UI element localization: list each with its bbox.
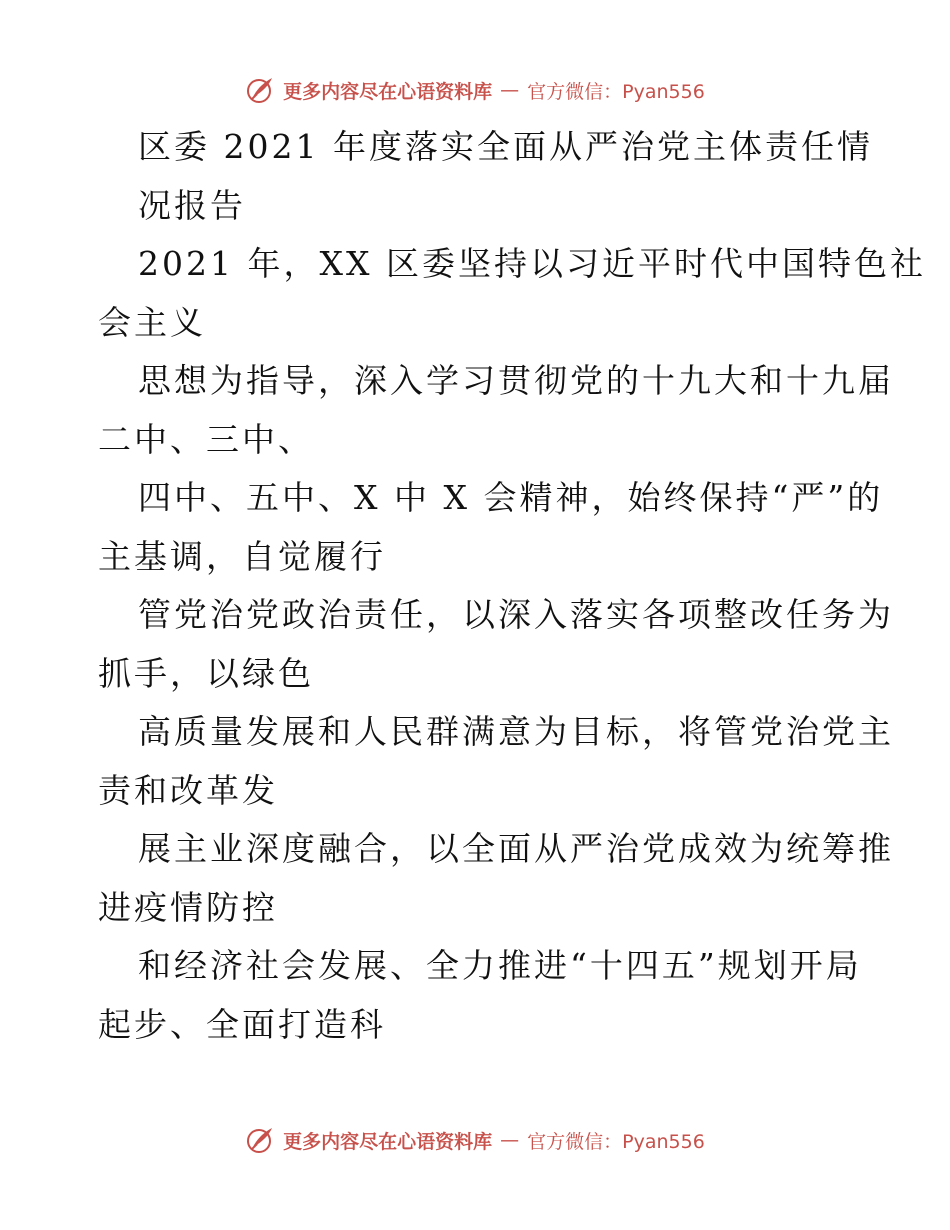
paragraph-line: 抓手，以绿色 <box>98 653 314 693</box>
header-separator: — <box>500 79 520 101</box>
footer-wechat-text: 官方微信：Pyan556 <box>527 1130 705 1153</box>
header-wechat-text: 官方微信：Pyan556 <box>527 80 705 103</box>
paragraph-line: 二中、三中、 <box>98 419 314 459</box>
quill-logo-icon <box>245 1125 275 1155</box>
paragraph-line: 2021 年，XX 区委坚持以习近平时代中国特色社 <box>138 244 926 283</box>
paragraph-line: 高质量发展和人民群满意为目标，将管党治党主 <box>138 712 894 751</box>
footer-banner <box>0 1120 950 1160</box>
header-banner <box>0 70 950 110</box>
paragraph-line: 和经济社会发展、全力推进“十四五”规划开局 <box>138 946 862 985</box>
paragraph-line: 思想为指导，深入学习贯彻党的十九大和十九届 <box>138 361 894 400</box>
footer-separator: — <box>500 1129 520 1151</box>
paragraph-line: 责和改革发 <box>98 770 278 810</box>
footer-site-text: 更多内容尽在心语资料库 <box>283 1130 493 1153</box>
document-body <box>98 118 926 1054</box>
title-line-2: 况报告 <box>138 185 246 225</box>
title-line-1: 区委 2021 年度落实全面从严治党主体责任情 <box>138 127 873 166</box>
paragraph-line: 主基调，自觉履行 <box>98 536 386 576</box>
header-site-text: 更多内容尽在心语资料库 <box>283 80 493 103</box>
paragraph-line: 展主业深度融合，以全面从严治党成效为统筹推 <box>138 829 894 868</box>
paragraph-line: 会主义 <box>98 302 206 342</box>
paragraph-line: 四中、五中、X 中 X 会精神，始终保持“严”的 <box>138 478 884 517</box>
paragraph-line: 管党治党政治责任，以深入落实各项整改任务为 <box>138 595 894 634</box>
paragraph-line: 进疫情防控 <box>98 887 278 927</box>
quill-logo-icon <box>245 75 275 105</box>
paragraph-line: 起步、全面打造科 <box>98 1004 386 1044</box>
